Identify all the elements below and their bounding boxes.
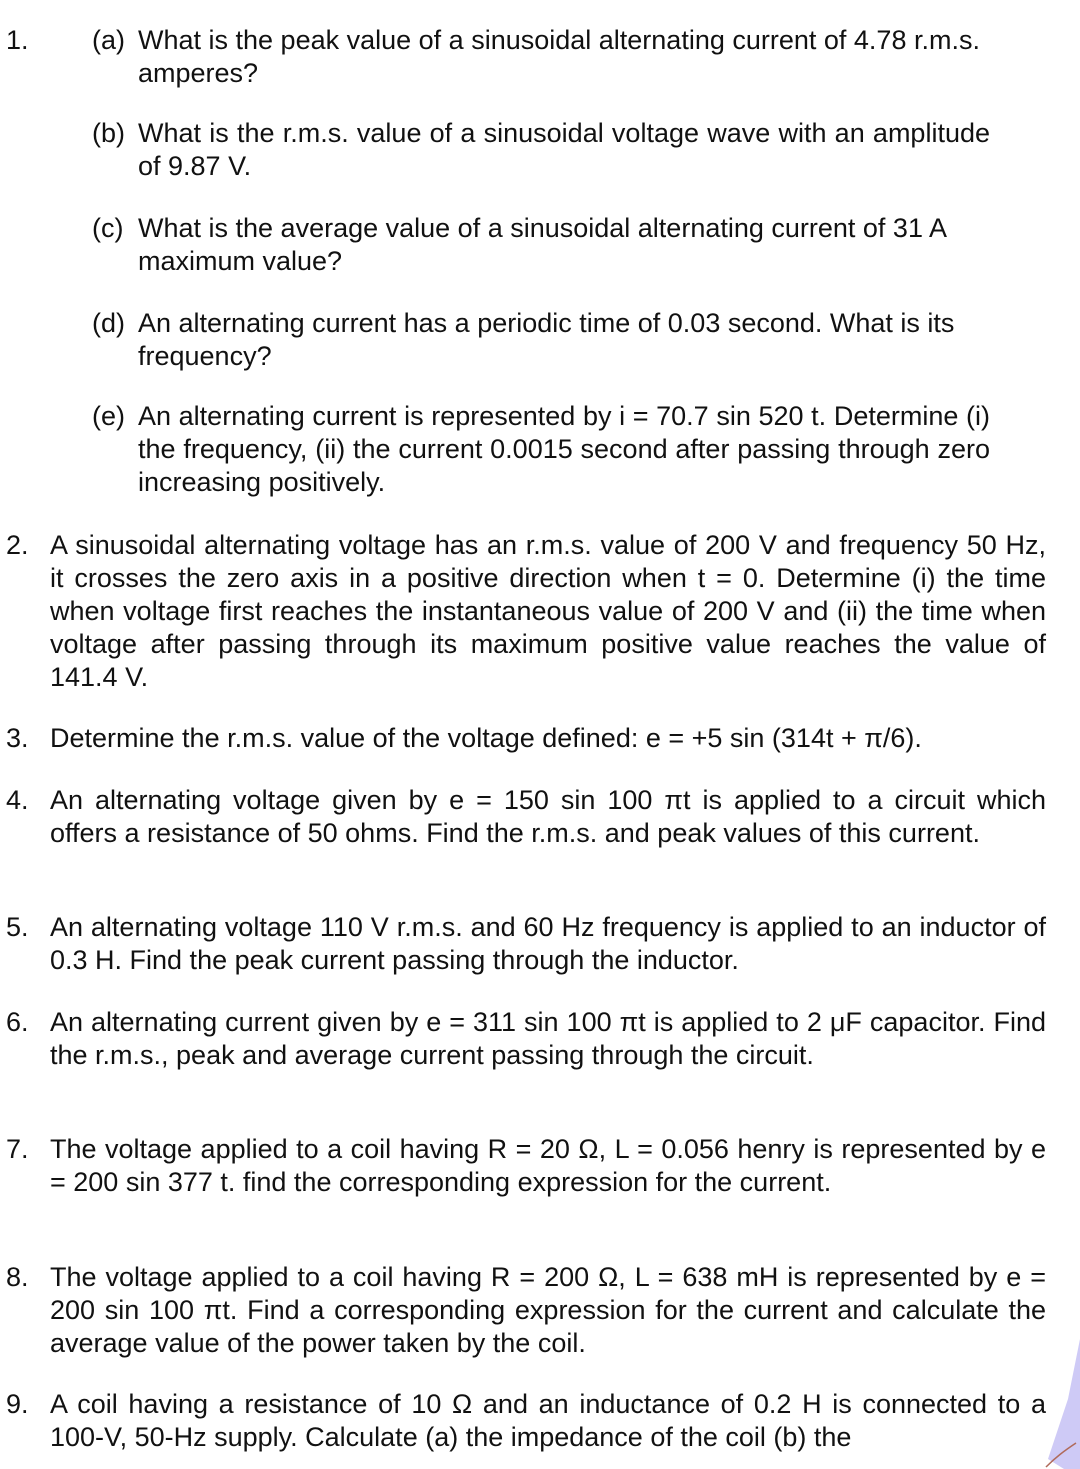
question-text: An alternating voltage given by e = 150 sin 100 πt is applied to a circuit which offers a resistance of 50 ohms. Find the r.m.s. and peak values of this current. [50,785,1046,848]
question-text: The voltage applied to a coil having R = 200 Ω, L = 638 mH is represented by e = 200 sin 100 πt. Find a corresponding expression for the current and calculate the average value of the power taken by the coil. [50,1262,1046,1358]
question-1d [92,307,990,373]
question-text: A coil having a resistance of 10 Ω and an inductance of 0.2 H is connected to a 100-V, 50-Hz supply. Calculate (a) the impedance of the coil (b) the [50,1389,1046,1452]
question-1e [92,400,990,499]
question-1c [92,212,990,278]
question-number: 8. [6,1262,29,1292]
question-1b [92,117,990,183]
question-number: 1. [6,25,29,55]
highlight-mark-icon [1042,1339,1080,1469]
question-number: 3. [6,723,29,753]
sub-question-text: An alternating current has a periodic time of 0.03 second. What is its frequency? [138,308,955,371]
sub-question-text: An alternating current is represented by i = 70.7 sin 520 t. Determine (i) the frequency, (ii) the current 0.0015 second after passing through zero increasing positively. [138,401,990,497]
sub-question-text: What is the average value of a sinusoidal alternating current of 31 A maximum value? [138,213,946,276]
question-text: An alternating current given by e = 311 sin 100 πt is applied to 2 μF capacitor. Find the r.m.s., peak and average current passing through the circuit. [50,1007,1046,1070]
sub-question-label: (c) [92,213,124,243]
question-number: 6. [6,1007,29,1037]
question-number: 7. [6,1134,29,1164]
sub-question-label: (d) [92,308,125,338]
question-1a [92,24,990,90]
question-text: Determine the r.m.s. value of the voltage defined: e = +5 sin (314t + π/6). [50,723,922,753]
question-number: 9. [6,1389,29,1419]
question-number: 5. [6,912,29,942]
sub-question-text: What is the r.m.s. value of a sinusoidal voltage wave with an amplitude of 9.87 V. [138,118,990,181]
sub-question-text: What is the peak value of a sinusoidal alternating current of 4.78 r.m.s. amperes? [138,25,980,88]
question-number: 2. [6,530,29,560]
sub-question-label: (b) [92,118,125,148]
sub-question-label: (e) [92,401,125,431]
sub-question-label: (a) [92,25,125,55]
question-text: A sinusoidal alternating voltage has an r.m.s. value of 200 V and frequency 50 Hz, it crosses the zero axis in a positive direction when t = 0. Determine (i) the time when voltage first reaches the instantaneous value of 200 V and (ii) the time when voltage after passing through its maximum positive value reaches the value of 141.4 V. [50,530,1046,692]
question-text: An alternating voltage 110 V r.m.s. and 60 Hz frequency is applied to an inductor of 0.3 H. Find the peak current passing through the inductor. [50,912,1046,975]
question-text: The voltage applied to a coil having R = 20 Ω, L = 0.056 henry is represented by e = 200 sin 377 t. find the corresponding expression for the current. [50,1134,1046,1197]
question-number: 4. [6,785,29,815]
